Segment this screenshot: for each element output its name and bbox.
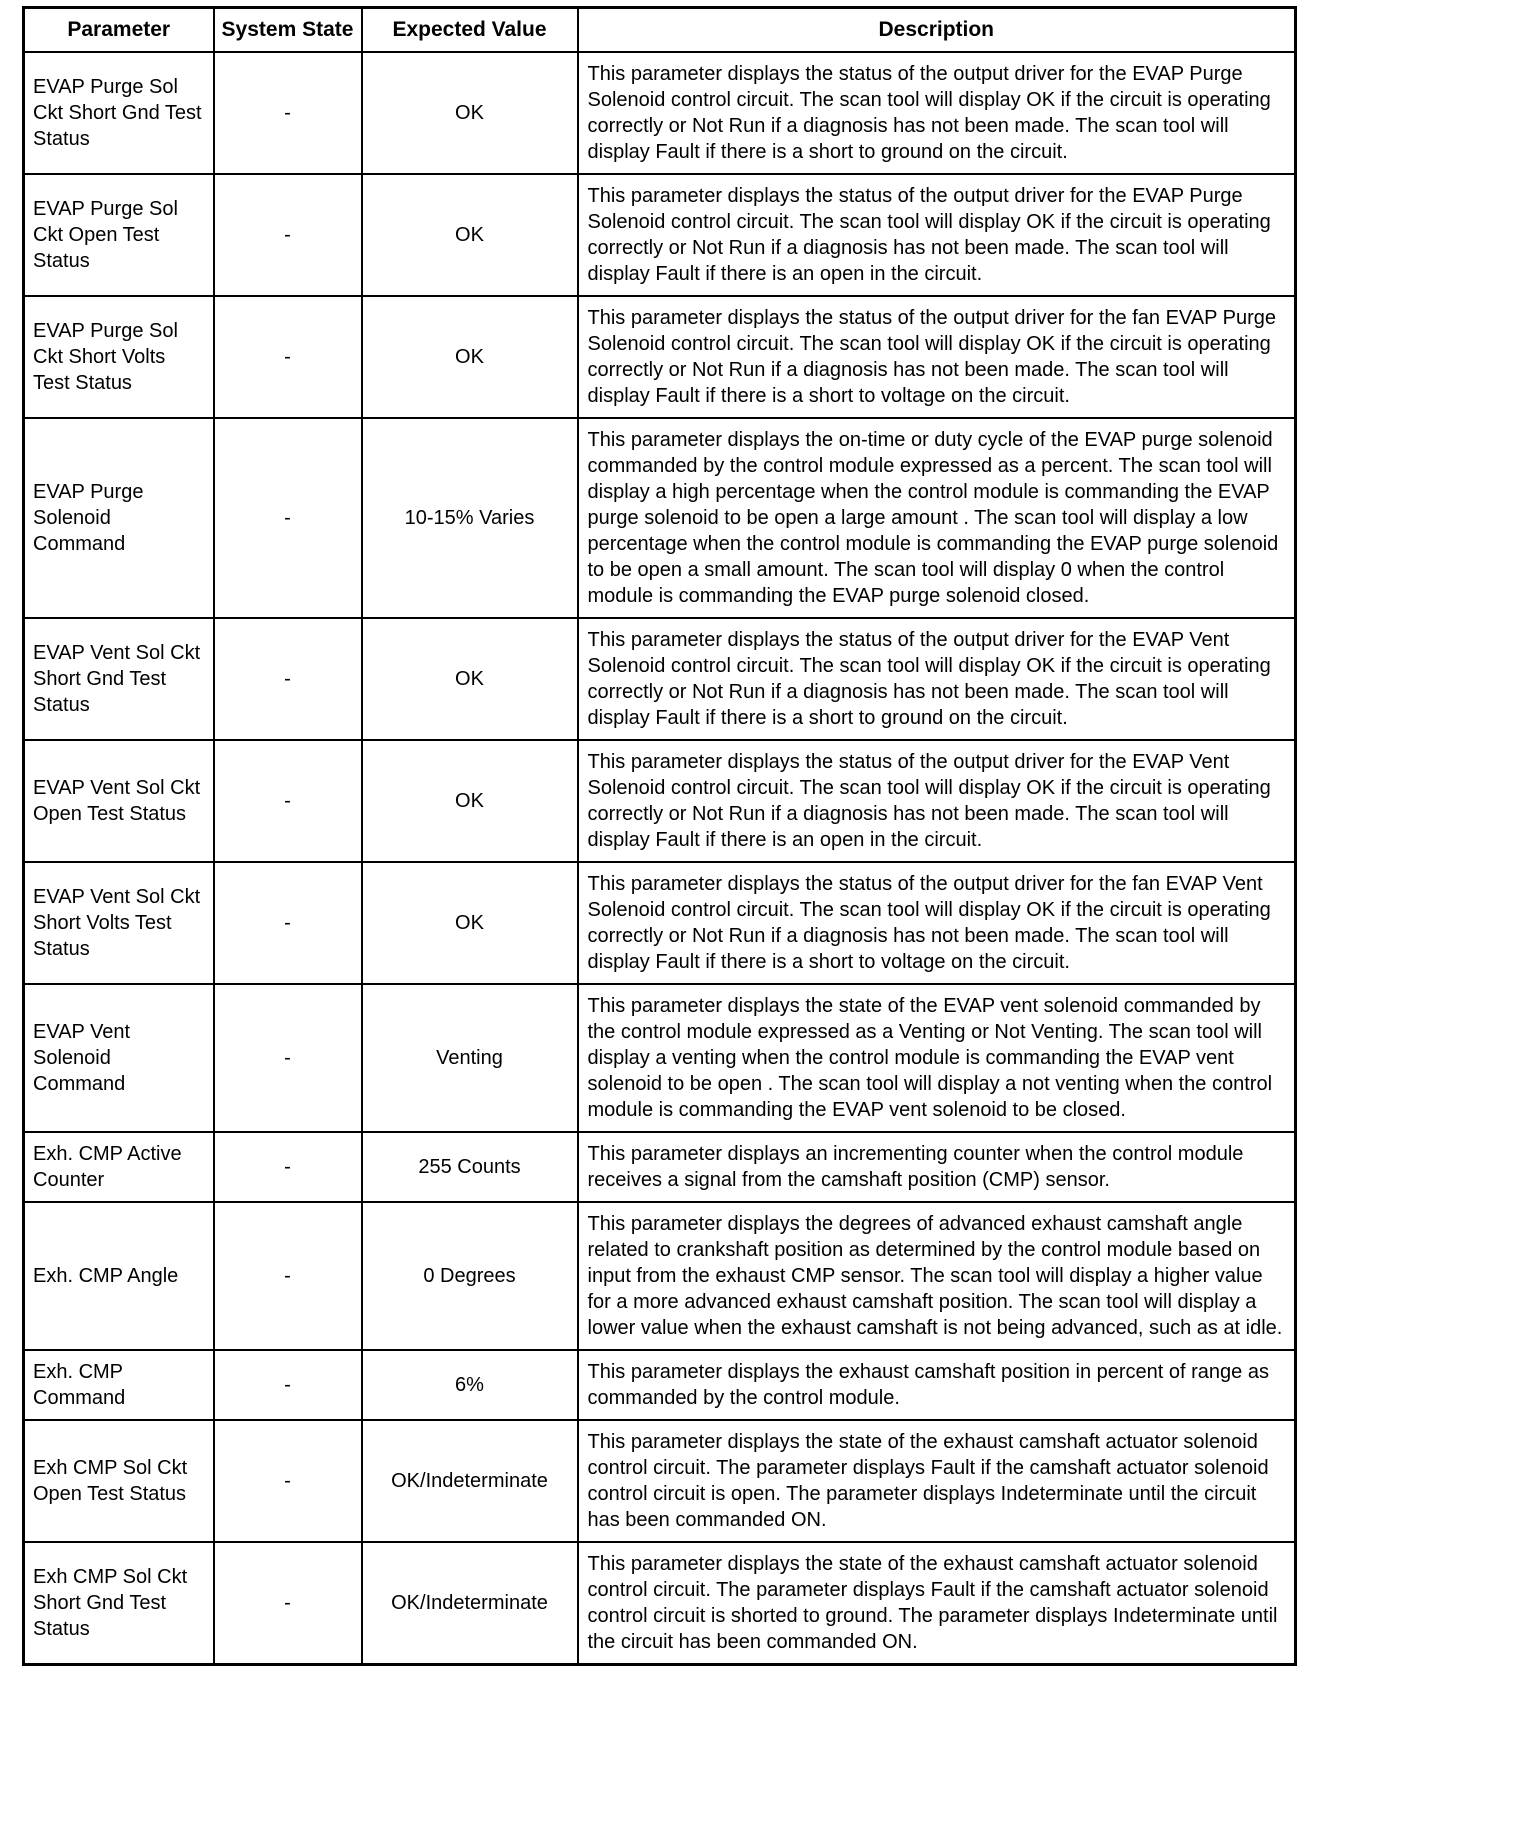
cell-expected-value: OK/Indeterminate: [362, 1420, 578, 1542]
table-header-row: [24, 8, 1296, 53]
cell-expected-value: OK/Indeterminate: [362, 1542, 578, 1665]
cell-description: This parameter displays the status of the output driver for the EVAP Vent Solenoid control circuit. The scan tool will display OK if the circuit is operating correctly or Not Run if a diagnosis has not been made. The scan tool will display Fault if there is an open in the circuit.: [578, 740, 1296, 862]
cell-description: This parameter displays an incrementing counter when the control module receives a signal from the camshaft position (CMP) sensor.: [578, 1132, 1296, 1202]
cell-description: This parameter displays the status of the output driver for the fan EVAP Purge Solenoid control circuit. The scan tool will display OK if the circuit is operating correctly or Not Run if a diagnosis has not been made. The scan tool will display Fault if there is a short to voltage on the circuit.: [578, 296, 1296, 418]
cell-system-state: -: [214, 862, 362, 984]
cell-description: This parameter displays the state of the EVAP vent solenoid commanded by the control module expressed as a Venting or Not Venting. The scan tool will display a venting when the control module is commanding the EVAP vent solenoid to be open . The scan tool will display a not venting when the control module is commanding the EVAP vent solenoid to be closed.: [578, 984, 1296, 1132]
table-row: [24, 1132, 1296, 1202]
cell-system-state: -: [214, 1202, 362, 1350]
cell-system-state: -: [214, 984, 362, 1132]
cell-description: This parameter displays the status of the output driver for the EVAP Vent Solenoid control circuit. The scan tool will display OK if the circuit is operating correctly or Not Run if a diagnosis has not been made. The scan tool will display Fault if there is a short to ground on the circuit.: [578, 618, 1296, 740]
table-row: [24, 1420, 1296, 1542]
cell-expected-value: OK: [362, 740, 578, 862]
cell-description: This parameter displays the exhaust camshaft position in percent of range as commanded by the control module.: [578, 1350, 1296, 1420]
table-row: [24, 1542, 1296, 1665]
cell-expected-value: OK: [362, 174, 578, 296]
cell-expected-value: 6%: [362, 1350, 578, 1420]
cell-parameter: EVAP Vent Sol Ckt Open Test Status: [24, 740, 214, 862]
cell-parameter: EVAP Vent Sol Ckt Short Volts Test Status: [24, 862, 214, 984]
column-header-parameter: Parameter: [24, 8, 214, 53]
table-row: [24, 1202, 1296, 1350]
table-header: [24, 8, 1296, 53]
table-row: [24, 984, 1296, 1132]
cell-parameter: EVAP Vent Solenoid Command: [24, 984, 214, 1132]
table-row: [24, 618, 1296, 740]
cell-parameter: EVAP Purge Sol Ckt Open Test Status: [24, 174, 214, 296]
cell-expected-value: OK: [362, 618, 578, 740]
column-header-system-state: System State: [214, 8, 362, 53]
cell-expected-value: OK: [362, 862, 578, 984]
cell-parameter: Exh CMP Sol Ckt Open Test Status: [24, 1420, 214, 1542]
cell-description: This parameter displays the status of the output driver for the EVAP Purge Solenoid control circuit. The scan tool will display OK if the circuit is operating correctly or Not Run if a diagnosis has not been made. The scan tool will display Fault if there is a short to ground on the circuit.: [578, 52, 1296, 174]
cell-system-state: -: [214, 1350, 362, 1420]
cell-expected-value: 0 Degrees: [362, 1202, 578, 1350]
table-row: [24, 418, 1296, 618]
cell-system-state: -: [214, 296, 362, 418]
cell-system-state: -: [214, 1132, 362, 1202]
cell-parameter: EVAP Purge Sol Ckt Short Volts Test Status: [24, 296, 214, 418]
cell-system-state: -: [214, 1542, 362, 1665]
cell-parameter: Exh CMP Sol Ckt Short Gnd Test Status: [24, 1542, 214, 1665]
cell-system-state: -: [214, 740, 362, 862]
cell-description: This parameter displays the on-time or duty cycle of the EVAP purge solenoid commanded by the control module expressed as a percent. The scan tool will display a high percentage when the control module is commanding the EVAP purge solenoid to be open a large amount . The scan tool will display a low percentage when the control module is commanding the EVAP purge solenoid to be open a small amount. The scan tool will display 0 when the control module is commanding the EVAP purge solenoid closed.: [578, 418, 1296, 618]
cell-description: This parameter displays the status of the output driver for the fan EVAP Vent Solenoid control circuit. The scan tool will display OK if the circuit is operating correctly or Not Run if a diagnosis has not been made. The scan tool will display Fault if there is a short to voltage on the circuit.: [578, 862, 1296, 984]
column-header-description: Description: [578, 8, 1296, 53]
column-header-expected-value: Expected Value: [362, 8, 578, 53]
cell-system-state: -: [214, 1420, 362, 1542]
cell-parameter: Exh. CMP Command: [24, 1350, 214, 1420]
table-body: [24, 52, 1296, 1665]
cell-description: This parameter displays the state of the exhaust camshaft actuator solenoid control circuit. The parameter displays Fault if the camshaft actuator solenoid control circuit is shorted to ground. The parameter displays Indeterminate until the circuit has been commanded ON.: [578, 1542, 1296, 1665]
cell-system-state: -: [214, 174, 362, 296]
cell-parameter: EVAP Purge Sol Ckt Short Gnd Test Status: [24, 52, 214, 174]
cell-system-state: -: [214, 52, 362, 174]
cell-expected-value: OK: [362, 52, 578, 174]
table-row: [24, 296, 1296, 418]
cell-expected-value: Venting: [362, 984, 578, 1132]
cell-parameter: Exh. CMP Active Counter: [24, 1132, 214, 1202]
table-row: [24, 862, 1296, 984]
cell-description: This parameter displays the degrees of advanced exhaust camshaft angle related to crankshaft position as determined by the control module based on input from the exhaust CMP sensor. The scan tool will display a higher value for a more advanced exhaust camshaft position. The scan tool will display a lower value when the exhaust camshaft is not being advanced, such as at idle.: [578, 1202, 1296, 1350]
cell-expected-value: 10-15% Varies: [362, 418, 578, 618]
cell-expected-value: 255 Counts: [362, 1132, 578, 1202]
cell-parameter: Exh. CMP Angle: [24, 1202, 214, 1350]
cell-description: This parameter displays the state of the exhaust camshaft actuator solenoid control circuit. The parameter displays Fault if the camshaft actuator solenoid control circuit is open. The parameter displays Indeterminate until the circuit has been commanded ON.: [578, 1420, 1296, 1542]
table-row: [24, 1350, 1296, 1420]
table-row: [24, 52, 1296, 174]
table-row: [24, 740, 1296, 862]
cell-system-state: -: [214, 418, 362, 618]
cell-system-state: -: [214, 618, 362, 740]
cell-parameter: EVAP Vent Sol Ckt Short Gnd Test Status: [24, 618, 214, 740]
parameter-table: [22, 6, 1297, 1666]
table-row: [24, 174, 1296, 296]
cell-expected-value: OK: [362, 296, 578, 418]
cell-parameter: EVAP Purge Solenoid Command: [24, 418, 214, 618]
cell-description: This parameter displays the status of the output driver for the EVAP Purge Solenoid control circuit. The scan tool will display OK if the circuit is operating correctly or Not Run if a diagnosis has not been made. The scan tool will display Fault if there is an open in the circuit.: [578, 174, 1296, 296]
